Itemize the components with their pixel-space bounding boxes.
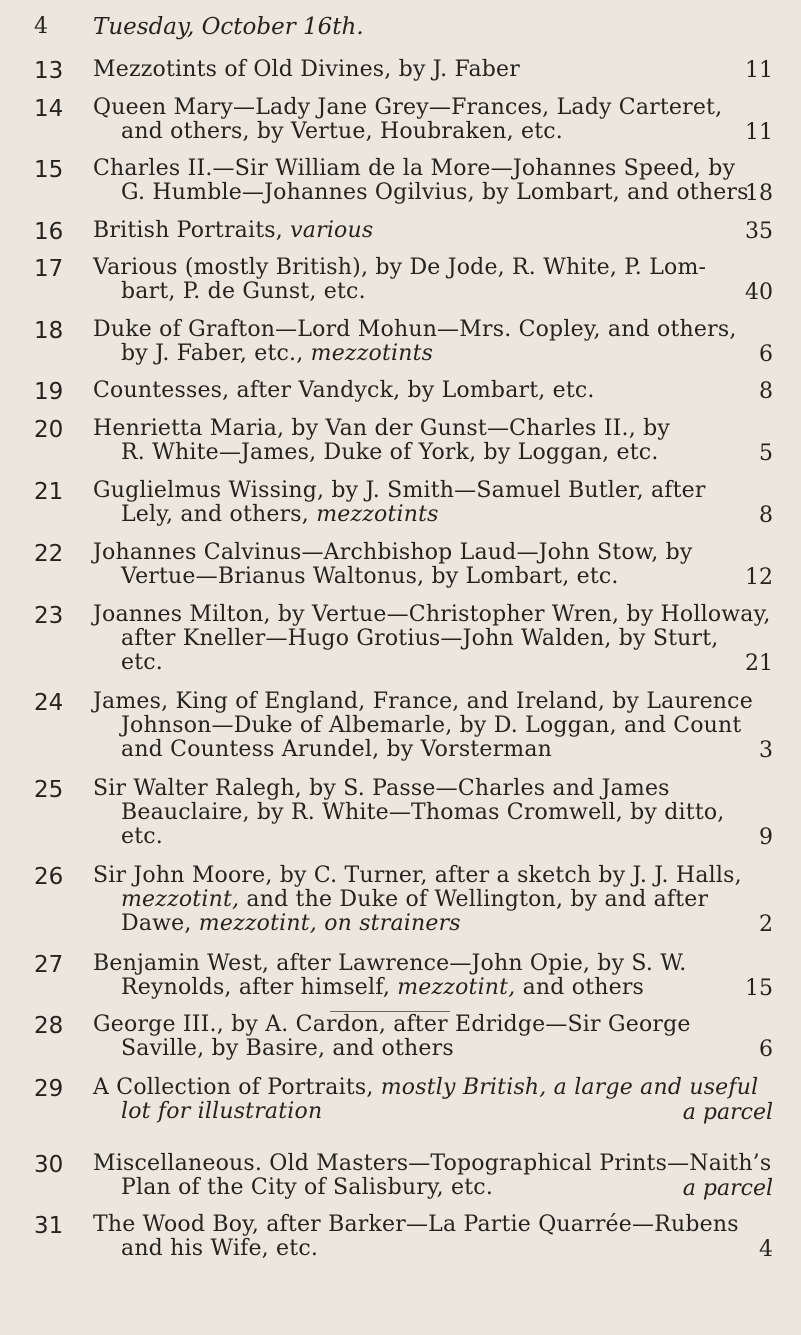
lot-price: 21 (745, 651, 773, 676)
page-number: 4 (34, 14, 48, 39)
lot-description (93, 777, 773, 849)
lot-number: 31 (34, 1213, 64, 1239)
lot-number: 26 (34, 864, 64, 890)
lot-description (93, 1152, 773, 1200)
lot-price: 15 (745, 976, 773, 1001)
lot-price: 35 (745, 219, 773, 244)
lot-description-line: and others, by Vertue, Houbraken, etc. (121, 119, 563, 144)
lot-number: 22 (34, 541, 64, 567)
lot-description-line: British Portraits, various (93, 218, 374, 243)
lot-description (93, 1213, 773, 1261)
lot-description-line: Sir John Moore, by C. Turner, after a sketch by J. J. Halls, (93, 863, 742, 888)
lot-description (93, 96, 773, 144)
lot-description-line: James, King of England, France, and Ireland, by Laurence (93, 689, 753, 714)
lot-description-line: Duke of Grafton—Lord Mohun—Mrs. Copley, and others, (93, 317, 737, 342)
lot-description-line: by J. Faber, etc., mezzotints (121, 341, 434, 366)
lot-description-line: Dawe, mezzotint, on strainers (121, 911, 461, 936)
lot-description-line: after Kneller—Hugo Grotius—John Walden, by Sturt, (121, 626, 719, 651)
lot-description-line: mezzotint, and the Duke of Wellington, by and after (121, 887, 709, 912)
lot-description-line: Reynolds, after himself, mezzotint, and others (121, 975, 645, 1000)
lot-description-line: Saville, by Basire, and others (121, 1036, 454, 1061)
lot-description-line: Sir Walter Ralegh, by S. Passe—Charles and James (93, 776, 670, 801)
lot-description (93, 690, 773, 762)
lot-description (93, 541, 773, 589)
lot-price: 5 (759, 441, 773, 466)
lot-number: 21 (34, 479, 64, 505)
lot-description-line: etc. (121, 650, 163, 675)
lot-description-line: Johannes Calvinus—Archbishop Laud—John Stow, by (93, 540, 693, 565)
lot-description (93, 157, 773, 205)
lot-description (93, 58, 773, 82)
lot-description-line: Beauclaire, by R. White—Thomas Cromwell, by ditto, (121, 800, 725, 825)
lot-number: 30 (34, 1152, 64, 1178)
lot-description (93, 318, 773, 366)
lot-price: 18 (745, 181, 773, 206)
lot-description-line: The Wood Boy, after Barker—La Partie Quarrée—Rubens (93, 1212, 739, 1237)
lot-description (93, 417, 773, 465)
lot-price: 6 (759, 1037, 773, 1062)
lot-price: 2 (759, 912, 773, 937)
lot-price: a parcel (682, 1100, 773, 1125)
lot-price: 8 (759, 379, 773, 404)
lot-description (93, 864, 773, 936)
lot-number: 24 (34, 690, 64, 716)
lot-number: 25 (34, 777, 64, 803)
lot-description-line: Guglielmus Wissing, by J. Smith—Samuel Butler, after (93, 478, 706, 503)
page-heading: Tuesday, October 16th. (93, 14, 364, 40)
lot-number: 19 (34, 379, 64, 405)
lot-description-line: A Collection of Portraits, mostly British, a large and useful (93, 1075, 759, 1100)
lot-description (93, 603, 773, 675)
lot-description (93, 1076, 773, 1124)
lot-description-line: Various (mostly British), by De Jode, R. White, P. Lom- (93, 255, 707, 280)
lot-price: 11 (745, 120, 773, 145)
lot-price: 9 (759, 825, 773, 850)
lot-description-line: lot for illustration (121, 1099, 323, 1124)
lot-description-line: Joannes Milton, by Vertue—Christopher Wren, by Holloway, (93, 602, 771, 627)
lot-number: 16 (34, 219, 64, 245)
lot-description-line: Miscellaneous. Old Masters—Topographical Prints—Naith’s (93, 1151, 772, 1176)
lot-description-line: and Countess Arundel, by Vorsterman (121, 737, 553, 762)
lot-description-line: Lely, and others, mezzotints (121, 502, 439, 527)
lot-description (93, 219, 773, 243)
lot-number: 13 (34, 58, 64, 84)
lot-description-line: and his Wife, etc. (121, 1236, 319, 1261)
lot-description-line: bart, P. de Gunst, etc. (121, 279, 366, 304)
lot-description-line: Queen Mary—Lady Jane Grey—Frances, Lady Carteret, (93, 95, 723, 120)
lot-number: 28 (34, 1013, 64, 1039)
lot-description-line: G. Humble—Johannes Ogilvius, by Lombart, and others (121, 180, 749, 205)
lot-description-line: Countesses, after Vandyck, by Lombart, etc. (93, 378, 595, 403)
lot-description-line: Mezzotints of Old Divines, by J. Faber (93, 57, 520, 82)
lot-number: 18 (34, 318, 64, 344)
lot-description (93, 479, 773, 527)
lot-description-line: R. White—James, Duke of York, by Loggan, etc. (121, 440, 659, 465)
lot-number: 27 (34, 952, 64, 978)
lot-description-line: Charles II.—Sir William de la More—Johannes Speed, by (93, 156, 736, 181)
lot-price: 40 (745, 280, 773, 305)
lot-description (93, 1013, 773, 1061)
lot-number: 23 (34, 603, 64, 629)
lot-description-line: Henrietta Maria, by Van der Gunst—Charles II., by (93, 416, 670, 441)
lot-number: 20 (34, 417, 64, 443)
section-divider (330, 1011, 450, 1012)
lot-number: 15 (34, 157, 64, 183)
lot-description-line: Johnson—Duke of Albemarle, by D. Loggan, and Count (121, 713, 742, 738)
lot-description (93, 256, 773, 304)
lot-description-line: Plan of the City of Salisbury, etc. (121, 1175, 494, 1200)
lot-price: a parcel (682, 1176, 773, 1201)
lot-description (93, 952, 773, 1000)
lot-description-line: etc. (121, 824, 163, 849)
lot-price: 8 (759, 503, 773, 528)
lot-description-line: Benjamin West, after Lawrence—John Opie, by S. W. (93, 951, 687, 976)
lot-number: 29 (34, 1076, 64, 1102)
lot-price: 12 (745, 565, 773, 590)
lot-price: 3 (759, 738, 773, 763)
lot-price: 6 (759, 342, 773, 367)
lot-description (93, 379, 773, 403)
lot-price: 4 (759, 1237, 773, 1262)
lot-number: 17 (34, 256, 64, 282)
lot-number: 14 (34, 96, 64, 122)
lot-description-line: Vertue—Brianus Waltonus, by Lombart, etc. (121, 564, 619, 589)
lot-price: 11 (745, 58, 773, 83)
lot-description-line: George III., by A. Cardon, after Edridge—Sir George (93, 1012, 691, 1037)
